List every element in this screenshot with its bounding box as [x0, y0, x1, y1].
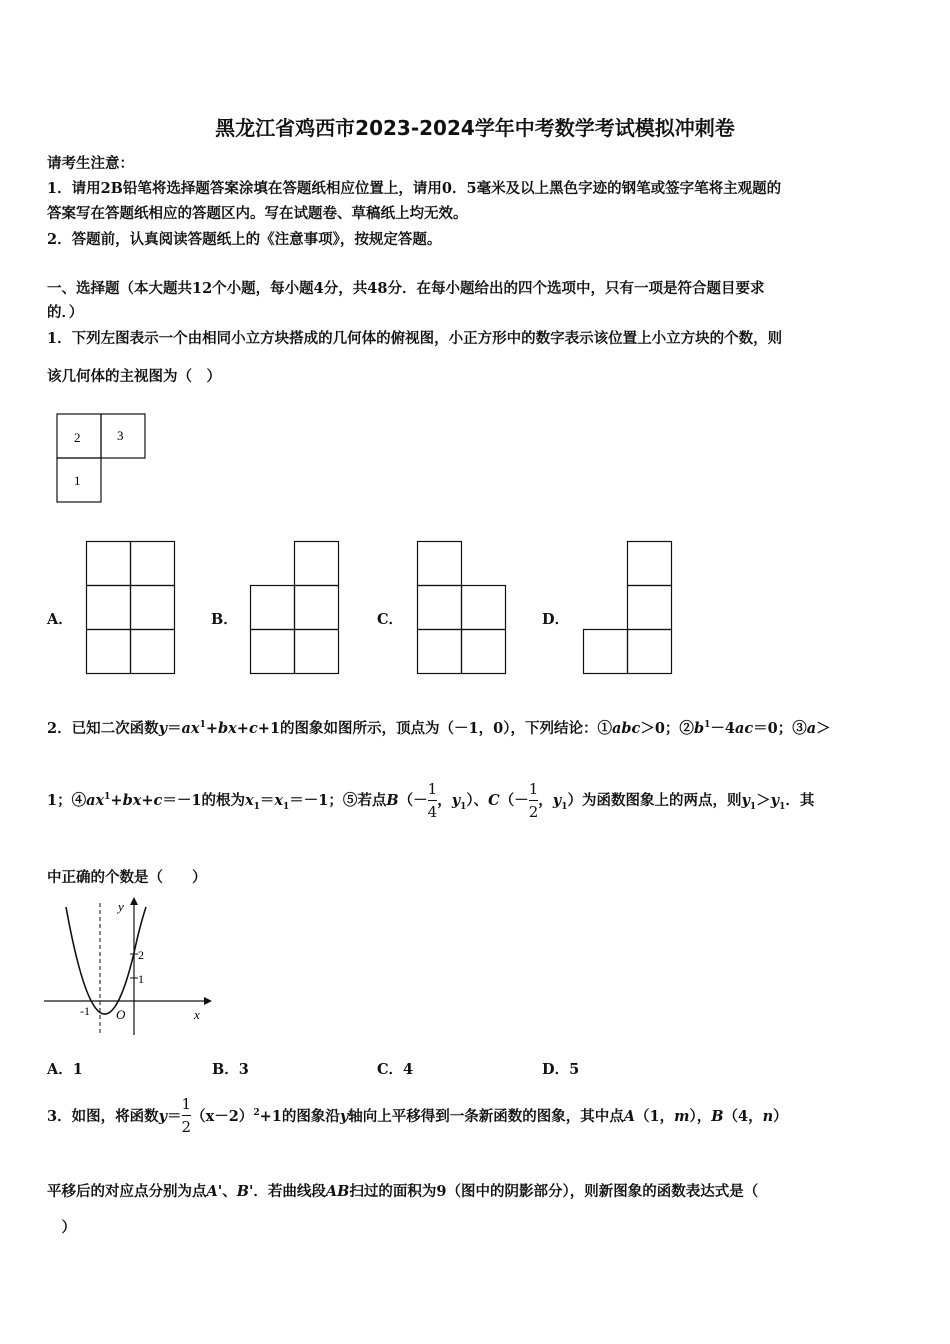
q2-text-line-3: 中正确的个数是（ ）: [47, 869, 207, 886]
top-view-count-c: 1: [74, 473, 81, 488]
top-view-count-b: 3: [117, 428, 124, 443]
graph-origin-label: O: [116, 1007, 126, 1022]
q2-choice-a[interactable]: A．1: [47, 1061, 83, 1078]
q1-option-b-label[interactable]: B．: [211, 611, 238, 628]
q2-parabola-graph: [42, 895, 212, 1040]
q1-option-b-figure[interactable]: [249, 540, 341, 676]
q1-option-a-figure[interactable]: [85, 540, 177, 676]
q1-option-c-label[interactable]: C．: [377, 611, 404, 628]
graph-tick-2: 2: [138, 948, 144, 962]
page-title: 黑龙江省鸡西市2023-2024学年中考数学考试模拟冲刺卷: [215, 116, 735, 140]
section-heading-line-2: 的．）: [47, 304, 84, 321]
graph-x-label: x: [194, 1007, 200, 1022]
q1-option-c-figure[interactable]: [416, 540, 508, 676]
section-heading-line-1: 一、选择题（本大题共12个小题，每小题4分，共48分．在每小题给出的四个选项中，只有一项是符合题目要求: [47, 280, 765, 297]
q1-option-d-label[interactable]: D．: [542, 611, 570, 628]
q2-fraction-1: $\frac{1}{4}$: [427, 780, 438, 821]
q2-fraction-2: $\frac{1}{2}$: [528, 780, 539, 821]
notice-item-1-line-2: 答案写在答题纸相应的答题区内。写在试题卷、草稿纸上均无效。: [47, 205, 468, 222]
q2-choice-b[interactable]: B．3: [212, 1061, 249, 1078]
graph-tick-1: 1: [138, 972, 144, 986]
q1-top-view-figure: [50, 408, 160, 508]
top-view-count-a: 2: [74, 430, 81, 445]
q2-text-line-2: 1；$④ax^1+bx+c=-1$的根为$x_1=x_1=-1$；⑤若点B（－ $\frac{1}{4}$ ，$y_1$）、C（－ $\frac{1}{2}$ ，$y_1$）为函数图象上的两点，则$y_1>y_1$．其: [47, 780, 815, 821]
q1-option-d-figure[interactable]: [582, 540, 674, 676]
q3-text-line-2: 平移后的对应点分别为点A'、B'．若曲线段AB扫过的面积为9（图中的阴影部分），则新图象的函数表达式是（: [47, 1183, 759, 1200]
q2-choice-c[interactable]: C．4: [377, 1061, 414, 1078]
q1-option-a-label[interactable]: A．: [47, 611, 73, 628]
q1-text-line-1: 1．下列左图表示一个由相同小立方块搭成的几何体的俯视图，小正方形中的数字表示该位置上小立方块的个数，则: [47, 330, 783, 347]
q1-text-line-2: 该几何体的主视图为（ ）: [47, 368, 221, 385]
notice-heading: 请考生注意：: [47, 155, 134, 172]
notice-item-1-line-1: 1．请用2B铅笔将选择题答案涂填在答题纸相应位置上，请用0．5毫米及以上黑色字迹的钢笔或签字笔将主观题的: [47, 180, 782, 197]
graph-y-label: y: [118, 899, 124, 914]
notice-item-2: 2．答题前，认真阅读答题纸上的《注意事项》，按规定答题。: [47, 231, 442, 248]
q3-text-line-1: 3．如图，将函数y＝ $\frac{1}{2}$ $(x-2)^2+1$的图象沿y轴向上平移得到一条新函数的图象，其中点A（1，m），B（4，n）: [47, 1095, 788, 1136]
q3-fraction: $\frac{1}{2}$: [181, 1095, 192, 1136]
q2-choice-d[interactable]: D．5: [542, 1061, 580, 1078]
graph-tick-neg1: -1: [80, 1004, 90, 1018]
q2-text-line-1: 2．已知二次函数$y=ax^1+bx+c+1$的图象如图所示，顶点为（－1，0），下列结论：①abc＞0；$②b^1-4ac=0$；③a＞: [47, 720, 831, 737]
q3-text-line-3: ）: [47, 1219, 76, 1236]
